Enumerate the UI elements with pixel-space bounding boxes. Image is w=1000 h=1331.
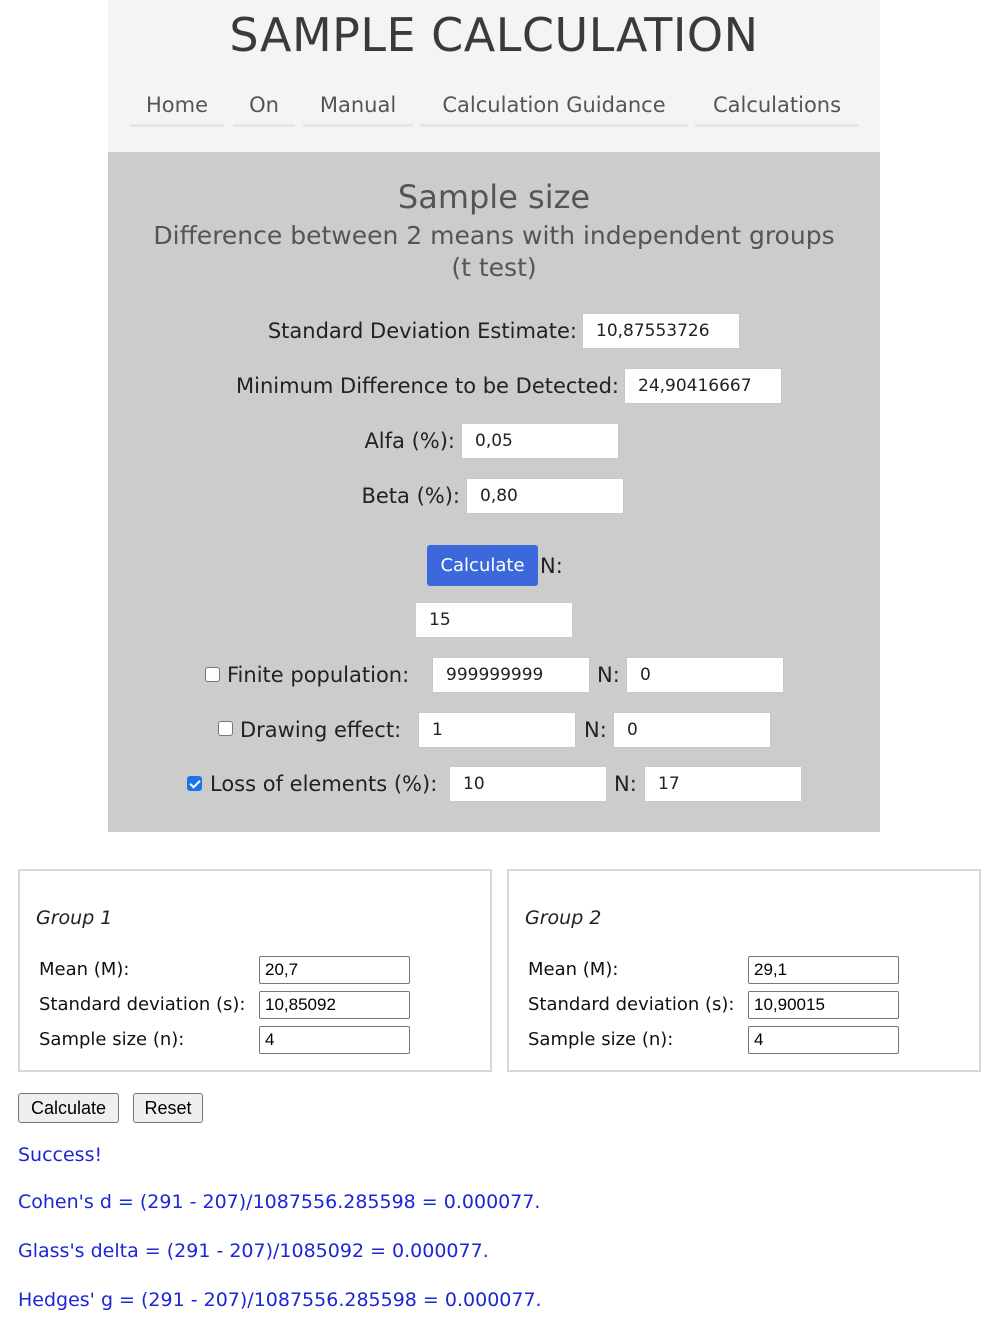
finite-n-label: N: bbox=[597, 663, 620, 687]
nav-calculation-guidance[interactable]: Calculation Guidance bbox=[420, 86, 688, 127]
group-2-box bbox=[507, 869, 981, 1072]
group-1-mean-input[interactable]: 20,7 bbox=[259, 956, 410, 984]
group-1-mean-label: Mean (M): bbox=[39, 959, 130, 980]
loss-of-elements-checkbox[interactable] bbox=[187, 776, 202, 791]
group-1-n-input[interactable]: 4 bbox=[259, 1026, 410, 1054]
finite-n-output[interactable]: 0 bbox=[626, 657, 784, 693]
panel-subtitle-line1: Difference between 2 means with independent groups bbox=[153, 221, 835, 250]
calculate-effect-button[interactable]: Calculate bbox=[18, 1093, 119, 1123]
drawing-n-label: N: bbox=[584, 718, 607, 742]
cohens-d-result: Cohen's d = (291 - 207)/1087556.285598 = 0.000077. bbox=[18, 1191, 541, 1213]
finite-population-input[interactable]: 999999999 bbox=[432, 657, 590, 693]
group-1-box bbox=[18, 869, 492, 1072]
nav-on[interactable]: On bbox=[233, 86, 295, 127]
group-2-mean-label: Mean (M): bbox=[528, 959, 619, 980]
loss-of-elements-label: Loss of elements (%): bbox=[210, 772, 438, 796]
nav-home[interactable]: Home bbox=[130, 86, 224, 127]
beta-label: Beta (%): bbox=[361, 484, 460, 508]
alfa-input[interactable]: 0,05 bbox=[461, 423, 619, 459]
min-difference-input[interactable]: 24,90416667 bbox=[624, 368, 782, 404]
drawing-effect-checkbox[interactable] bbox=[218, 721, 233, 736]
hedges-g-result: Hedges' g = (291 - 207)/1087556.285598 = 0.000077. bbox=[18, 1289, 542, 1311]
loss-n-output[interactable]: 17 bbox=[644, 766, 802, 802]
panel-subtitle bbox=[108, 220, 880, 284]
group-2-sd-input[interactable]: 10,90015 bbox=[748, 991, 899, 1019]
reset-button[interactable]: Reset bbox=[133, 1093, 203, 1123]
group-2-sd-label: Standard deviation (s): bbox=[528, 994, 735, 1015]
sd-estimate-input[interactable]: 10,87553726 bbox=[582, 313, 740, 349]
drawing-effect-input[interactable]: 1 bbox=[418, 712, 576, 748]
n-result-output[interactable]: 15 bbox=[415, 602, 573, 638]
status-message: Success! bbox=[18, 1144, 103, 1166]
loss-of-elements-input[interactable]: 10 bbox=[449, 766, 607, 802]
panel-title: Sample size bbox=[397, 178, 591, 216]
nav-calculations[interactable]: Calculations bbox=[695, 86, 859, 127]
group-1-sd-label: Standard deviation (s): bbox=[39, 994, 246, 1015]
beta-input[interactable]: 0,80 bbox=[466, 478, 624, 514]
group-2-mean-input[interactable]: 29,1 bbox=[748, 956, 899, 984]
drawing-n-output[interactable]: 0 bbox=[613, 712, 771, 748]
drawing-effect-label: Drawing effect: bbox=[240, 718, 402, 742]
finite-population-checkbox[interactable] bbox=[205, 667, 220, 682]
main-nav bbox=[108, 86, 880, 126]
sample-size-panel bbox=[108, 152, 880, 832]
group-2-n-input[interactable]: 4 bbox=[748, 1026, 899, 1054]
group-2-n-label: Sample size (n): bbox=[528, 1029, 674, 1050]
glass-delta-result: Glass's delta = (291 - 207)/1085092 = 0.000077. bbox=[18, 1240, 489, 1262]
panel-subtitle-line2: (t test) bbox=[451, 253, 537, 282]
group-1-n-label: Sample size (n): bbox=[39, 1029, 185, 1050]
n-result-label: N: bbox=[540, 554, 563, 578]
alfa-label: Alfa (%): bbox=[364, 429, 455, 453]
site-header bbox=[108, 0, 880, 152]
loss-n-label: N: bbox=[614, 772, 637, 796]
group-1-title: Group 1 bbox=[36, 907, 113, 929]
sd-estimate-label: Standard Deviation Estimate: bbox=[267, 319, 577, 343]
group-2-title: Group 2 bbox=[525, 907, 602, 929]
finite-population-label: Finite population: bbox=[227, 663, 410, 687]
nav-manual[interactable]: Manual bbox=[303, 86, 413, 127]
calculate-sample-button[interactable]: Calculate bbox=[427, 545, 538, 586]
site-title: SAMPLE CALCULATION bbox=[229, 8, 759, 62]
group-1-sd-input[interactable]: 10,85092 bbox=[259, 991, 410, 1019]
min-difference-label: Minimum Difference to be Detected: bbox=[236, 374, 619, 398]
